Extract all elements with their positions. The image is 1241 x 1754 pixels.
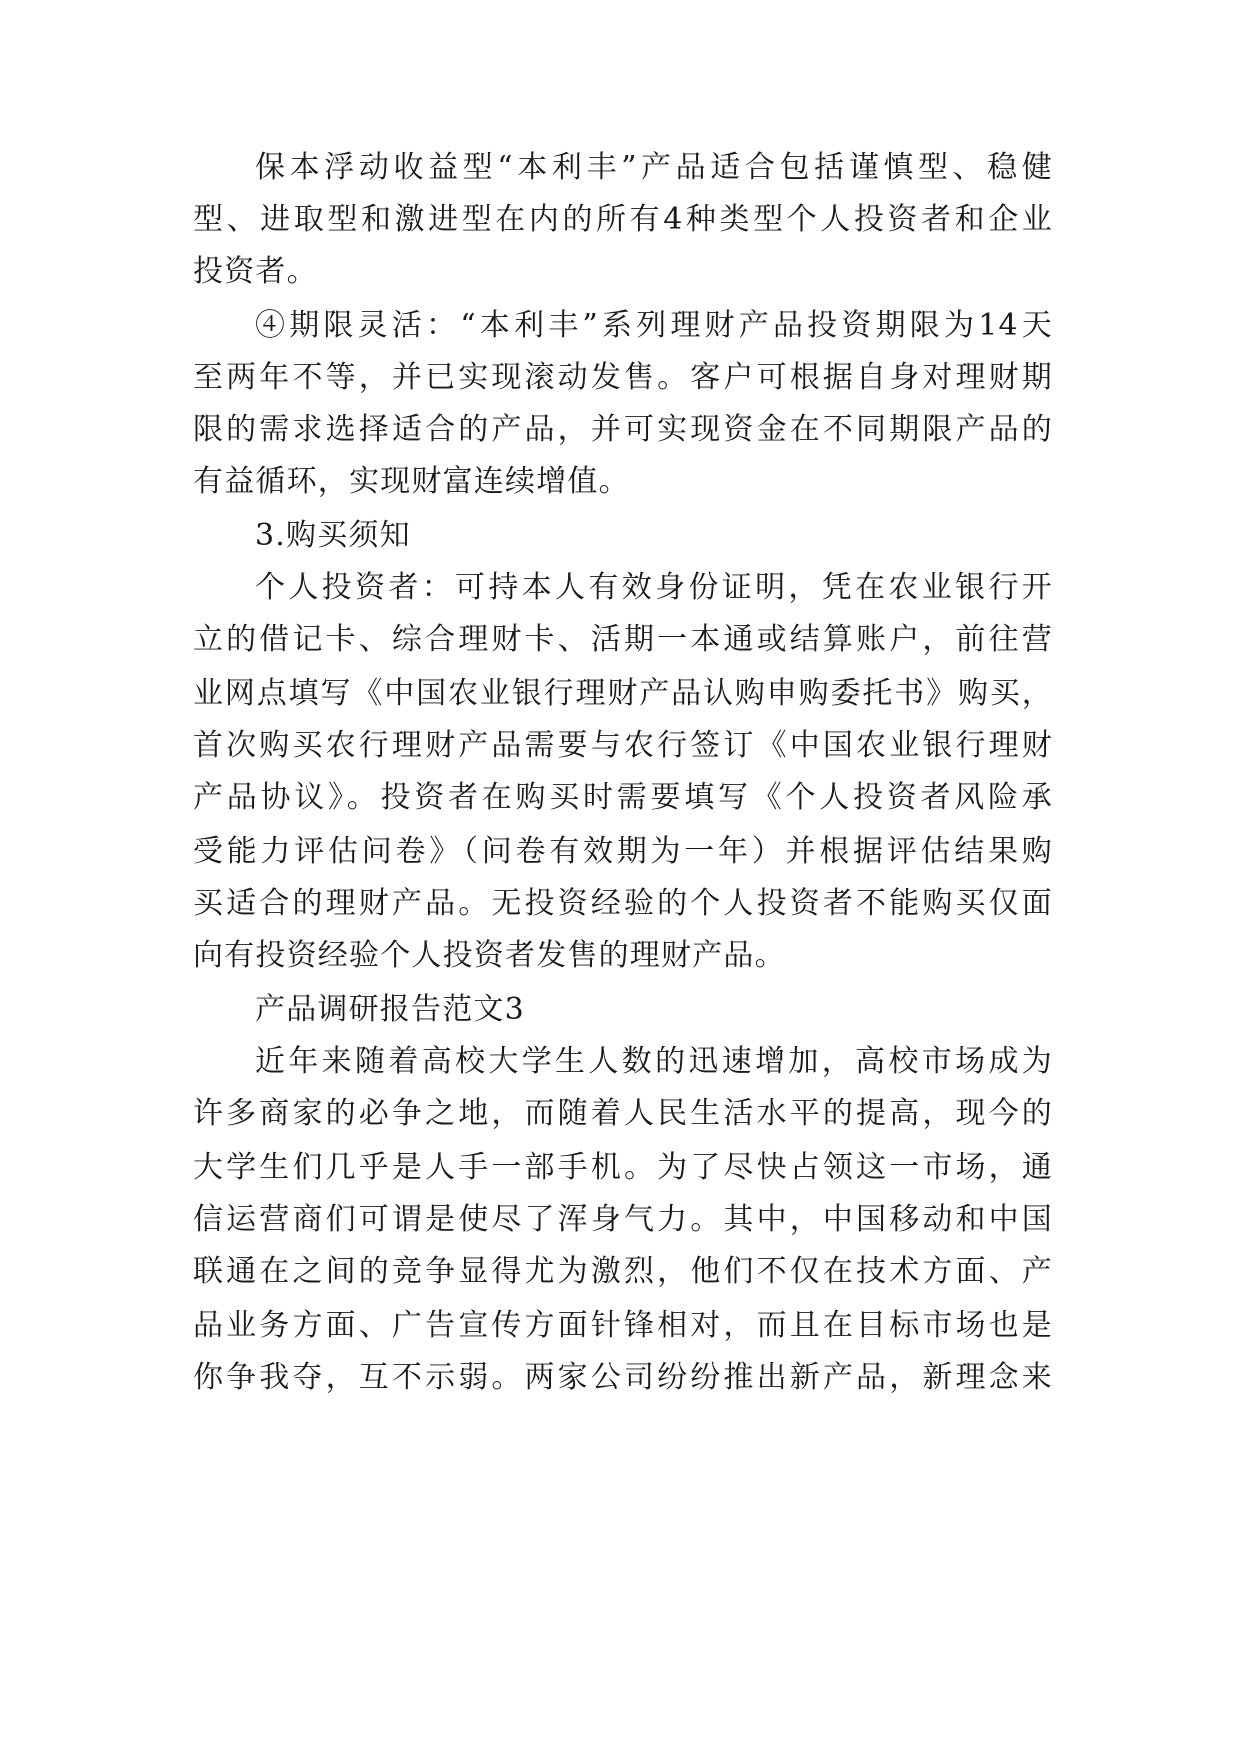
paragraph-line: 立的借记卡、综合理财卡、活期一本通或结算账户，前往营	[193, 622, 1053, 657]
paragraph-line: 产品协议》。投资者在购买时需要填写《个人投资者风险承	[193, 780, 1053, 815]
section-heading: 3.购买须知	[255, 518, 411, 553]
paragraph-line: 至两年不等，并已实现滚动发售。客户可根据自身对理财期	[193, 360, 1053, 395]
paragraph-line: 型、进取型和激进型在内的所有4种类型个人投资者和企业	[193, 202, 1053, 237]
paragraph-line: 你争我夺，互不示弱。两家公司纷纷推出新产品，新理念来	[193, 1360, 1053, 1395]
paragraph-line: 首次购买农行理财产品需要与农行签订《中国农业银行理财	[193, 728, 1053, 763]
paragraph-line: 买适合的理财产品。无投资经验的个人投资者不能购买仅面	[193, 886, 1053, 921]
paragraph-line: 业网点填写《中国农业银行理财产品认购申购委托书》购买，	[193, 676, 1053, 711]
paragraph-line: 信运营商们可谓是使尽了浑身气力。其中，中国移动和中国	[193, 1202, 1053, 1237]
paragraph-line: 大学生们几乎是人手一部手机。为了尽快占领这一市场，通	[193, 1150, 1053, 1185]
paragraph-line: 联通在之间的竞争显得尤为激烈，他们不仅在技术方面、产	[193, 1254, 1053, 1289]
section-heading: 产品调研报告范文3	[255, 992, 525, 1027]
paragraph-line: 受能力评估问卷》（问卷有效期为一年）并根据评估结果购	[193, 834, 1053, 869]
paragraph-line: 保本浮动收益型“本利丰”产品适合包括谨慎型、稳健	[255, 150, 1053, 185]
paragraph-line: 个人投资者：可持本人有效身份证明，凭在农业银行开	[255, 570, 1053, 605]
paragraph-line: 限的需求选择适合的产品，并可实现资金在不同期限产品的	[193, 412, 1053, 447]
paragraph-line: ④期限灵活：“本利丰”系列理财产品投资期限为14天	[255, 308, 1053, 343]
paragraph-line: 品业务方面、广告宣传方面针锋相对，而且在目标市场也是	[193, 1308, 1053, 1343]
paragraph-line: 近年来随着高校大学生人数的迅速增加，高校市场成为	[255, 1044, 1053, 1079]
paragraph-line: 许多商家的必争之地，而随着人民生活水平的提高，现今的	[193, 1096, 1053, 1131]
paragraph-line: 向有投资经验个人投资者发售的理财产品。	[193, 938, 786, 973]
paragraph-line: 投资者。	[193, 254, 318, 289]
paragraph-line: 有益循环，实现财富连续增值。	[193, 464, 630, 499]
